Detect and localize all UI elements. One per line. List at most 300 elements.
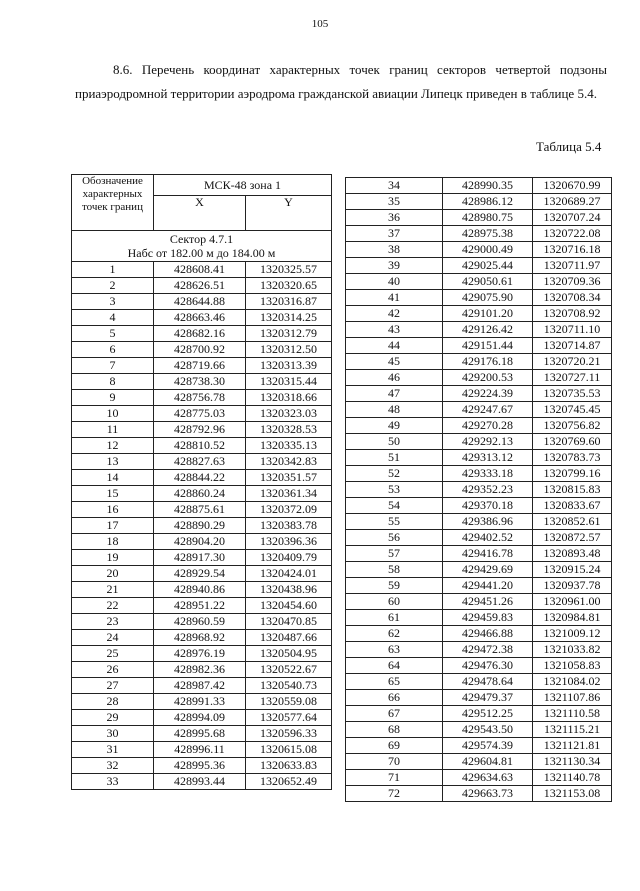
point-number-cell: 26 [72,662,154,678]
header-y: Y [246,196,332,231]
x-coordinate-cell: 428917.30 [154,550,246,566]
table-row [346,242,612,258]
y-coordinate-cell: 1320454.60 [246,598,332,614]
y-coordinate-cell: 1320314.25 [246,310,332,326]
y-coordinate-cell: 1320937.78 [533,578,612,594]
point-number-cell: 2 [72,278,154,294]
table-row [72,486,332,502]
x-coordinate-cell: 429466.88 [443,626,533,642]
y-coordinate-cell: 1320727.11 [533,370,612,386]
point-number-cell: 51 [346,450,443,466]
x-coordinate-cell: 428951.22 [154,598,246,614]
x-coordinate-cell: 429370.18 [443,498,533,514]
point-number-cell: 58 [346,562,443,578]
table-row [346,258,612,274]
x-coordinate-cell: 428775.03 [154,406,246,422]
y-coordinate-cell: 1321121.81 [533,738,612,754]
y-coordinate-cell: 1320323.03 [246,406,332,422]
x-coordinate-cell: 428663.46 [154,310,246,326]
y-coordinate-cell: 1320720.21 [533,354,612,370]
y-coordinate-cell: 1320735.53 [533,386,612,402]
y-coordinate-cell: 1321058.83 [533,658,612,674]
sector-title: Сектор 4.7.1 [169,232,234,246]
point-number-cell: 50 [346,434,443,450]
table-row [72,454,332,470]
x-coordinate-cell: 428626.51 [154,278,246,294]
table-row [346,770,612,786]
point-number-cell: 71 [346,770,443,786]
x-coordinate-cell: 429200.53 [443,370,533,386]
y-coordinate-cell: 1320596.33 [246,726,332,742]
point-number-cell: 44 [346,338,443,354]
point-number-cell: 59 [346,578,443,594]
x-coordinate-cell: 429292.13 [443,434,533,450]
x-coordinate-cell: 428991.33 [154,694,246,710]
x-coordinate-cell: 428875.61 [154,502,246,518]
table-row [72,310,332,326]
point-number-cell: 70 [346,754,443,770]
table-row [346,354,612,370]
x-coordinate-cell: 429416.78 [443,546,533,562]
x-coordinate-cell: 428608.41 [154,262,246,278]
y-coordinate-cell: 1321009.12 [533,626,612,642]
y-coordinate-cell: 1320438.96 [246,582,332,598]
table-row [346,450,612,466]
y-coordinate-cell: 1320316.87 [246,294,332,310]
x-coordinate-cell: 429402.52 [443,530,533,546]
point-number-cell: 15 [72,486,154,502]
y-coordinate-cell: 1320852.61 [533,514,612,530]
x-coordinate-cell: 429386.96 [443,514,533,530]
point-number-cell: 55 [346,514,443,530]
x-coordinate-cell: 428929.54 [154,566,246,582]
y-coordinate-cell: 1320961.00 [533,594,612,610]
point-number-cell: 7 [72,358,154,374]
point-number-cell: 19 [72,550,154,566]
table-row [346,386,612,402]
x-coordinate-cell: 428976.19 [154,646,246,662]
table-row [346,498,612,514]
x-coordinate-cell: 428968.92 [154,630,246,646]
table-row [346,274,612,290]
point-number-cell: 54 [346,498,443,514]
x-coordinate-cell: 429270.28 [443,418,533,434]
x-coordinate-cell: 428995.36 [154,758,246,774]
table-row [346,626,612,642]
x-coordinate-cell: 429025.44 [443,258,533,274]
table-row [72,422,332,438]
table-row [346,562,612,578]
x-coordinate-cell: 428995.68 [154,726,246,742]
y-coordinate-cell: 1320313.39 [246,358,332,374]
table-row [72,358,332,374]
x-coordinate-cell: 428993.44 [154,774,246,790]
x-coordinate-cell: 429543.50 [443,722,533,738]
x-coordinate-cell: 428644.88 [154,294,246,310]
x-coordinate-cell: 429472.38 [443,642,533,658]
point-number-cell: 28 [72,694,154,710]
point-number-cell: 53 [346,482,443,498]
x-coordinate-cell: 429604.81 [443,754,533,770]
point-number-cell: 64 [346,658,443,674]
table-row [72,774,332,790]
table-row [346,466,612,482]
x-coordinate-cell: 429663.73 [443,786,533,802]
point-number-cell: 9 [72,390,154,406]
x-coordinate-cell: 428738.30 [154,374,246,390]
y-coordinate-cell: 1320893.48 [533,546,612,562]
table-row [346,706,612,722]
table-row [72,550,332,566]
y-coordinate-cell: 1321130.34 [533,754,612,770]
x-coordinate-cell: 428987.42 [154,678,246,694]
table-row [346,722,612,738]
x-coordinate-cell: 429512.25 [443,706,533,722]
x-coordinate-cell: 428996.11 [154,742,246,758]
table-row [346,194,612,210]
x-coordinate-cell: 428904.20 [154,534,246,550]
point-number-cell: 48 [346,402,443,418]
table-row [346,674,612,690]
table-row [346,642,612,658]
point-number-cell: 22 [72,598,154,614]
x-coordinate-cell: 428827.63 [154,454,246,470]
x-coordinate-cell: 429313.12 [443,450,533,466]
y-coordinate-cell: 1320711.97 [533,258,612,274]
y-coordinate-cell: 1320714.87 [533,338,612,354]
table-row [72,710,332,726]
x-coordinate-cell: 429574.39 [443,738,533,754]
y-coordinate-cell: 1320716.18 [533,242,612,258]
x-coordinate-cell: 428810.52 [154,438,246,454]
point-number-cell: 37 [346,226,443,242]
point-number-cell: 42 [346,306,443,322]
y-coordinate-cell: 1320769.60 [533,434,612,450]
x-coordinate-cell: 429075.90 [443,290,533,306]
y-coordinate-cell: 1320633.83 [246,758,332,774]
y-coordinate-cell: 1320470.85 [246,614,332,630]
x-coordinate-cell: 429151.44 [443,338,533,354]
y-coordinate-cell: 1320833.67 [533,498,612,514]
intro-paragraph: 8.6. Перечень координат характерных точек границ секторов четвертой подзоны приаэродромной территории аэродрома гражданской авиации Липецк приведен в таблице 5.4. [75,62,607,101]
x-coordinate-cell: 428990.35 [443,178,533,194]
x-coordinate-cell: 428960.59 [154,614,246,630]
table-row [72,374,332,390]
table-row [72,646,332,662]
x-coordinate-cell: 429479.37 [443,690,533,706]
x-coordinate-cell: 429451.26 [443,594,533,610]
y-coordinate-cell: 1320325.57 [246,262,332,278]
table-row [72,582,332,598]
table-row [72,438,332,454]
point-number-cell: 33 [72,774,154,790]
table-row [72,614,332,630]
table-row [72,662,332,678]
x-coordinate-cell: 428982.36 [154,662,246,678]
point-number-cell: 17 [72,518,154,534]
y-coordinate-cell: 1320320.65 [246,278,332,294]
x-coordinate-cell: 429050.61 [443,274,533,290]
y-coordinate-cell: 1321110.58 [533,706,612,722]
point-number-cell: 67 [346,706,443,722]
y-coordinate-cell: 1320315.44 [246,374,332,390]
point-number-cell: 40 [346,274,443,290]
y-coordinate-cell: 1320577.64 [246,710,332,726]
x-coordinate-cell: 429224.39 [443,386,533,402]
point-number-cell: 10 [72,406,154,422]
y-coordinate-cell: 1320815.83 [533,482,612,498]
x-coordinate-cell: 428986.12 [443,194,533,210]
y-coordinate-cell: 1320540.73 [246,678,332,694]
table-row [72,262,332,278]
y-coordinate-cell: 1320409.79 [246,550,332,566]
point-number-cell: 65 [346,674,443,690]
x-coordinate-cell: 428700.92 [154,342,246,358]
point-number-cell: 14 [72,470,154,486]
x-coordinate-cell: 429634.63 [443,770,533,786]
point-number-cell: 45 [346,354,443,370]
table-row [72,598,332,614]
point-number-cell: 23 [72,614,154,630]
y-coordinate-cell: 1321084.02 [533,674,612,690]
y-coordinate-cell: 1320312.79 [246,326,332,342]
x-coordinate-cell: 428940.86 [154,582,246,598]
point-number-cell: 4 [72,310,154,326]
point-number-cell: 57 [346,546,443,562]
x-coordinate-cell: 429126.42 [443,322,533,338]
x-coordinate-cell: 429441.20 [443,578,533,594]
y-coordinate-cell: 1320984.81 [533,610,612,626]
table-row [72,534,332,550]
x-coordinate-cell: 429247.67 [443,402,533,418]
y-coordinate-cell: 1320745.45 [533,402,612,418]
y-coordinate-cell: 1320522.67 [246,662,332,678]
point-number-cell: 27 [72,678,154,694]
point-number-cell: 1 [72,262,154,278]
x-coordinate-cell: 428756.78 [154,390,246,406]
point-number-cell: 34 [346,178,443,194]
table-row [346,658,612,674]
point-number-cell: 36 [346,210,443,226]
y-coordinate-cell: 1320328.53 [246,422,332,438]
point-number-cell: 35 [346,194,443,210]
point-number-cell: 21 [72,582,154,598]
table-row [346,402,612,418]
y-coordinate-cell: 1320312.50 [246,342,332,358]
table-row [346,306,612,322]
y-coordinate-cell: 1320722.08 [533,226,612,242]
coordinates-table-right [345,177,612,802]
y-coordinate-cell: 1320361.34 [246,486,332,502]
y-coordinate-cell: 1320487.66 [246,630,332,646]
point-number-cell: 31 [72,742,154,758]
y-coordinate-cell: 1320615.08 [246,742,332,758]
point-number-cell: 62 [346,626,443,642]
y-coordinate-cell: 1320756.82 [533,418,612,434]
table-row [72,342,332,358]
point-number-cell: 72 [346,786,443,802]
table-row [346,514,612,530]
table-row [346,434,612,450]
table-row [346,418,612,434]
point-number-cell: 24 [72,630,154,646]
y-coordinate-cell: 1320915.24 [533,562,612,578]
x-coordinate-cell: 429478.64 [443,674,533,690]
point-number-cell: 66 [346,690,443,706]
x-coordinate-cell: 429101.20 [443,306,533,322]
table-row [72,278,332,294]
x-coordinate-cell: 429176.18 [443,354,533,370]
x-coordinate-cell: 428792.96 [154,422,246,438]
table-row [346,738,612,754]
y-coordinate-cell: 1320711.10 [533,322,612,338]
table-row [346,578,612,594]
table-row [346,530,612,546]
table-row [346,338,612,354]
point-number-cell: 29 [72,710,154,726]
table-row [346,178,612,194]
y-coordinate-cell: 1320351.57 [246,470,332,486]
x-coordinate-cell: 428975.38 [443,226,533,242]
y-coordinate-cell: 1320872.57 [533,530,612,546]
table-row [346,322,612,338]
point-number-cell: 25 [72,646,154,662]
table-row [346,754,612,770]
x-coordinate-cell: 428719.66 [154,358,246,374]
point-number-cell: 43 [346,322,443,338]
sector-height: Набс от 182.00 м до 184.00 м [127,246,276,260]
table-row [72,742,332,758]
point-number-cell: 61 [346,610,443,626]
x-coordinate-cell: 428682.16 [154,326,246,342]
table-row [72,694,332,710]
y-coordinate-cell: 1321153.08 [533,786,612,802]
y-coordinate-cell: 1320707.24 [533,210,612,226]
table-row [346,210,612,226]
y-coordinate-cell: 1321107.86 [533,690,612,706]
point-number-cell: 52 [346,466,443,482]
point-number-cell: 16 [72,502,154,518]
point-number-cell: 12 [72,438,154,454]
y-coordinate-cell: 1320396.36 [246,534,332,550]
x-coordinate-cell: 428860.24 [154,486,246,502]
y-coordinate-cell: 1320342.83 [246,454,332,470]
table-row [346,370,612,386]
table-row [72,502,332,518]
table-row [72,678,332,694]
point-number-cell: 60 [346,594,443,610]
y-coordinate-cell: 1320504.95 [246,646,332,662]
table-row [72,566,332,582]
header-coordinate-system: МСК-48 зона 1 [154,175,332,196]
table-row [346,690,612,706]
y-coordinate-cell: 1320424.01 [246,566,332,582]
y-coordinate-cell: 1321140.78 [533,770,612,786]
point-number-cell: 11 [72,422,154,438]
table-row [346,226,612,242]
y-coordinate-cell: 1320708.34 [533,290,612,306]
point-number-cell: 32 [72,758,154,774]
y-coordinate-cell: 1320799.16 [533,466,612,482]
table-row [346,546,612,562]
header-point-label: Обозначение характерных точек границ [72,175,154,231]
table-row [72,326,332,342]
x-coordinate-cell: 429476.30 [443,658,533,674]
y-coordinate-cell: 1320670.99 [533,178,612,194]
point-number-cell: 6 [72,342,154,358]
x-coordinate-cell: 428844.22 [154,470,246,486]
table-row [72,406,332,422]
point-number-cell: 18 [72,534,154,550]
table-row [72,518,332,534]
table-row [72,390,332,406]
x-coordinate-cell: 428890.29 [154,518,246,534]
table-row [72,630,332,646]
page-number: 105 [311,18,329,30]
y-coordinate-cell: 1320652.49 [246,774,332,790]
point-number-cell: 56 [346,530,443,546]
x-coordinate-cell: 428994.09 [154,710,246,726]
point-number-cell: 3 [72,294,154,310]
table-row [346,610,612,626]
point-number-cell: 13 [72,454,154,470]
y-coordinate-cell: 1320335.13 [246,438,332,454]
point-number-cell: 47 [346,386,443,402]
point-number-cell: 69 [346,738,443,754]
x-coordinate-cell: 429000.49 [443,242,533,258]
table-row [346,786,612,802]
point-number-cell: 68 [346,722,443,738]
y-coordinate-cell: 1320318.66 [246,390,332,406]
x-coordinate-cell: 429333.18 [443,466,533,482]
point-number-cell: 38 [346,242,443,258]
point-number-cell: 41 [346,290,443,306]
point-number-cell: 63 [346,642,443,658]
y-coordinate-cell: 1321115.21 [533,722,612,738]
sector-header [72,231,332,262]
y-coordinate-cell: 1320689.27 [533,194,612,210]
y-coordinate-cell: 1320709.36 [533,274,612,290]
y-coordinate-cell: 1320559.08 [246,694,332,710]
y-coordinate-cell: 1320708.92 [533,306,612,322]
point-number-cell: 46 [346,370,443,386]
y-coordinate-cell: 1320783.73 [533,450,612,466]
x-coordinate-cell: 429459.83 [443,610,533,626]
y-coordinate-cell: 1321033.82 [533,642,612,658]
x-coordinate-cell: 429429.69 [443,562,533,578]
point-number-cell: 20 [72,566,154,582]
y-coordinate-cell: 1320372.09 [246,502,332,518]
table-row [346,594,612,610]
point-number-cell: 5 [72,326,154,342]
table-row [346,290,612,306]
x-coordinate-cell: 429352.23 [443,482,533,498]
table-row [346,482,612,498]
table-row [72,470,332,486]
coordinates-table-left [71,174,332,790]
table-row [72,294,332,310]
table-caption: Таблица 5.4 [536,139,602,154]
x-coordinate-cell: 428980.75 [443,210,533,226]
table-row [72,726,332,742]
point-number-cell: 39 [346,258,443,274]
point-number-cell: 30 [72,726,154,742]
header-x: X [154,196,246,231]
y-coordinate-cell: 1320383.78 [246,518,332,534]
point-number-cell: 49 [346,418,443,434]
point-number-cell: 8 [72,374,154,390]
table-row [72,758,332,774]
